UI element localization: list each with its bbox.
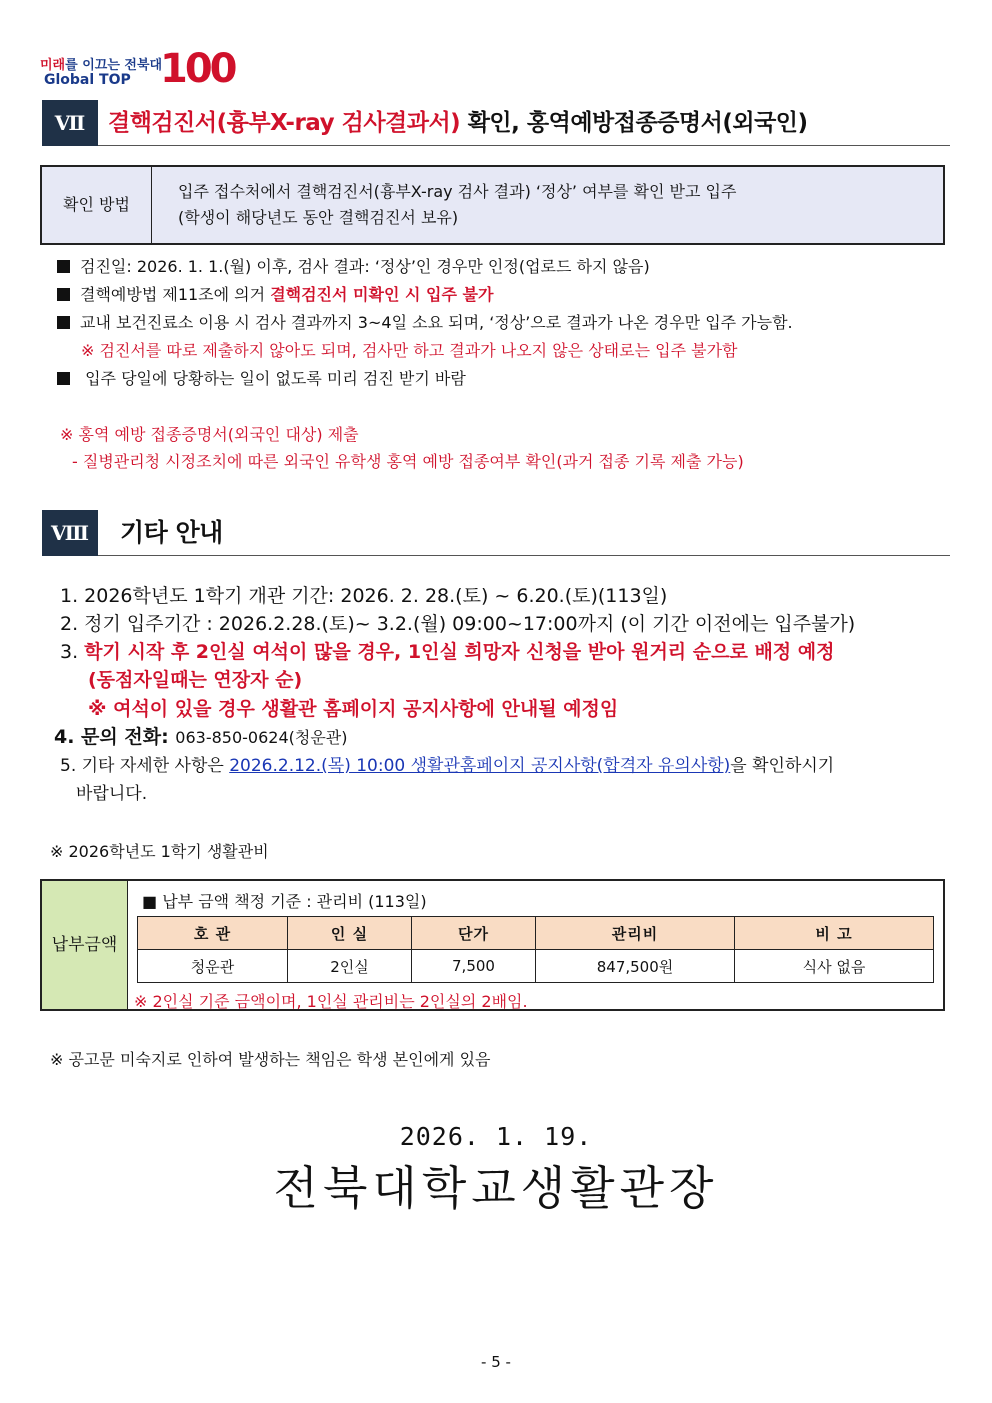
bullet-law: 결핵예방법 제11조에 의거 결핵검진서 미확인 시 입주 불가 — [57, 284, 493, 306]
bullet-advice: 입주 당일에 당황하는 일이 없도록 미리 검진 받기 바람 — [57, 368, 466, 390]
measles-detail: - 질병관리청 시정조치에 따른 외국인 유학생 홍역 예방 접종여부 확인(과거 접종 기록 제출 가능) — [72, 452, 744, 471]
square-bullet-icon — [57, 288, 70, 301]
fee-note: ※ 2인실 기준 금액이며, 1인실 관리비는 2인실의 2배임. — [134, 992, 528, 1011]
logo-text-red: 미래 — [40, 58, 66, 73]
section7-number: Ⅶ — [42, 100, 98, 146]
header-unit-price: 단가 — [412, 917, 536, 950]
cell-unit-price: 7,500 — [412, 950, 536, 983]
bullet-clinic: 교내 보건진료소 이용 시 검사 결과까지 3~4일 소요 되며, ‘정상’으로 결과가 나온 경우만 입주 가능함. — [57, 312, 793, 334]
info-item-4: 4. 문의 전화: 063-850-0624(청운관) — [54, 726, 348, 748]
table-row — [138, 950, 934, 983]
check-method-label: 확인 방법 — [42, 167, 152, 243]
fee-caption: ※ 2026학년도 1학기 생활관비 — [50, 842, 269, 861]
square-bullet-icon — [57, 260, 70, 273]
info-item-3: 3. 학기 시작 후 2인실 여석이 많을 경우, 1인실 희망자 신청을 받아 원거리 순으로 배정 예정 — [60, 641, 835, 663]
info-item-5: 5. 기타 자세한 사항은 2026.2.12.(목) 10:00 생활관홈페이지 공지사항(합격자 유의사항)을 확인하시기 — [60, 756, 835, 776]
fee-table — [137, 916, 934, 983]
fee-criteria: ■ 납부 금액 책정 기준 : 관리비 (113일) — [142, 892, 427, 911]
info-item-5-cont: 바랍니다. — [76, 784, 148, 804]
header-room: 인 실 — [288, 917, 412, 950]
header-building: 호 관 — [138, 917, 288, 950]
section8-title: 기타 안내 — [120, 518, 223, 547]
bullet-exam-date: 검진일: 2026. 1. 1.(월) 이후, 검사 결과: ‘정상’인 경우만 인정(업로드 하지 않음) — [57, 256, 650, 278]
header-fee: 관리비 — [536, 917, 735, 950]
notice-date: 2026. 1. 19. — [399, 1122, 593, 1151]
check-method-box — [40, 165, 945, 245]
info-item-3-cont: (동점자일때는 연장자 순) — [88, 669, 303, 691]
section7-title: 결핵검진서(흉부X-ray 검사결과서) 확인, 홍역예방접종증명서(외국인) — [108, 110, 808, 136]
measles-title: ※ 홍역 예방 접종증명서(외국인 대상) 제출 — [60, 425, 359, 444]
bullet-clinic-note: ※ 검진서를 따로 제출하지 않아도 되며, 검사만 하고 결과가 나오지 않은 상태로는 입주 불가함 — [81, 341, 738, 360]
signature: 전북대학교생활관장 — [273, 1161, 719, 1215]
cell-building: 청운관 — [138, 950, 288, 983]
header-remarks: 비 고 — [735, 917, 934, 950]
page-number: - 5 - — [481, 1353, 511, 1371]
square-bullet-icon — [57, 316, 70, 329]
logo-text: 를 이끄는 전북대 — [65, 58, 163, 73]
cell-remarks: 식사 없음 — [735, 950, 934, 983]
section7-header — [42, 100, 950, 146]
info-item-2: 2. 정기 입주기간 : 2026.2.28.(토)~ 3.2.(월) 09:00~17:00까지 (이 기간 이전에는 입주불가) — [60, 613, 856, 635]
square-bullet-icon — [57, 372, 70, 385]
cell-fee: 847,500원 — [536, 950, 735, 983]
disclaimer: ※ 공고문 미숙지로 인하여 발생하는 책임은 학생 본인에게 있음 — [50, 1050, 491, 1069]
table-header-row — [138, 917, 934, 950]
university-logo — [40, 46, 235, 92]
notice-link[interactable]: 2026.2.12.(목) 10:00 생활관홈페이지 공지사항(합격자 유의사항) — [229, 756, 731, 776]
check-method-text: 입주 접수처에서 결핵검진서(흉부X-ray 검사 결과) ‘정상’ 여부를 확인 받고 입주 (학생이 해당년도 동안 결핵검진서 보유) — [178, 182, 737, 227]
fee-label: 납부금액 — [42, 881, 128, 1009]
logo-slogan: Global TOP — [44, 72, 131, 88]
logo-number: 100 — [160, 46, 235, 92]
info-item-3-note: ※ 여석이 있을 경우 생활관 홈페이지 공지사항에 안내될 예정임 — [88, 698, 619, 720]
cell-room: 2인실 — [288, 950, 412, 983]
info-item-1: 1. 2026학년도 1학기 개관 기간: 2026. 2. 28.(토) ~ 6.20.(토)(113일) — [60, 585, 668, 607]
section8-number: Ⅷ — [42, 510, 98, 556]
section8-header — [42, 510, 950, 556]
